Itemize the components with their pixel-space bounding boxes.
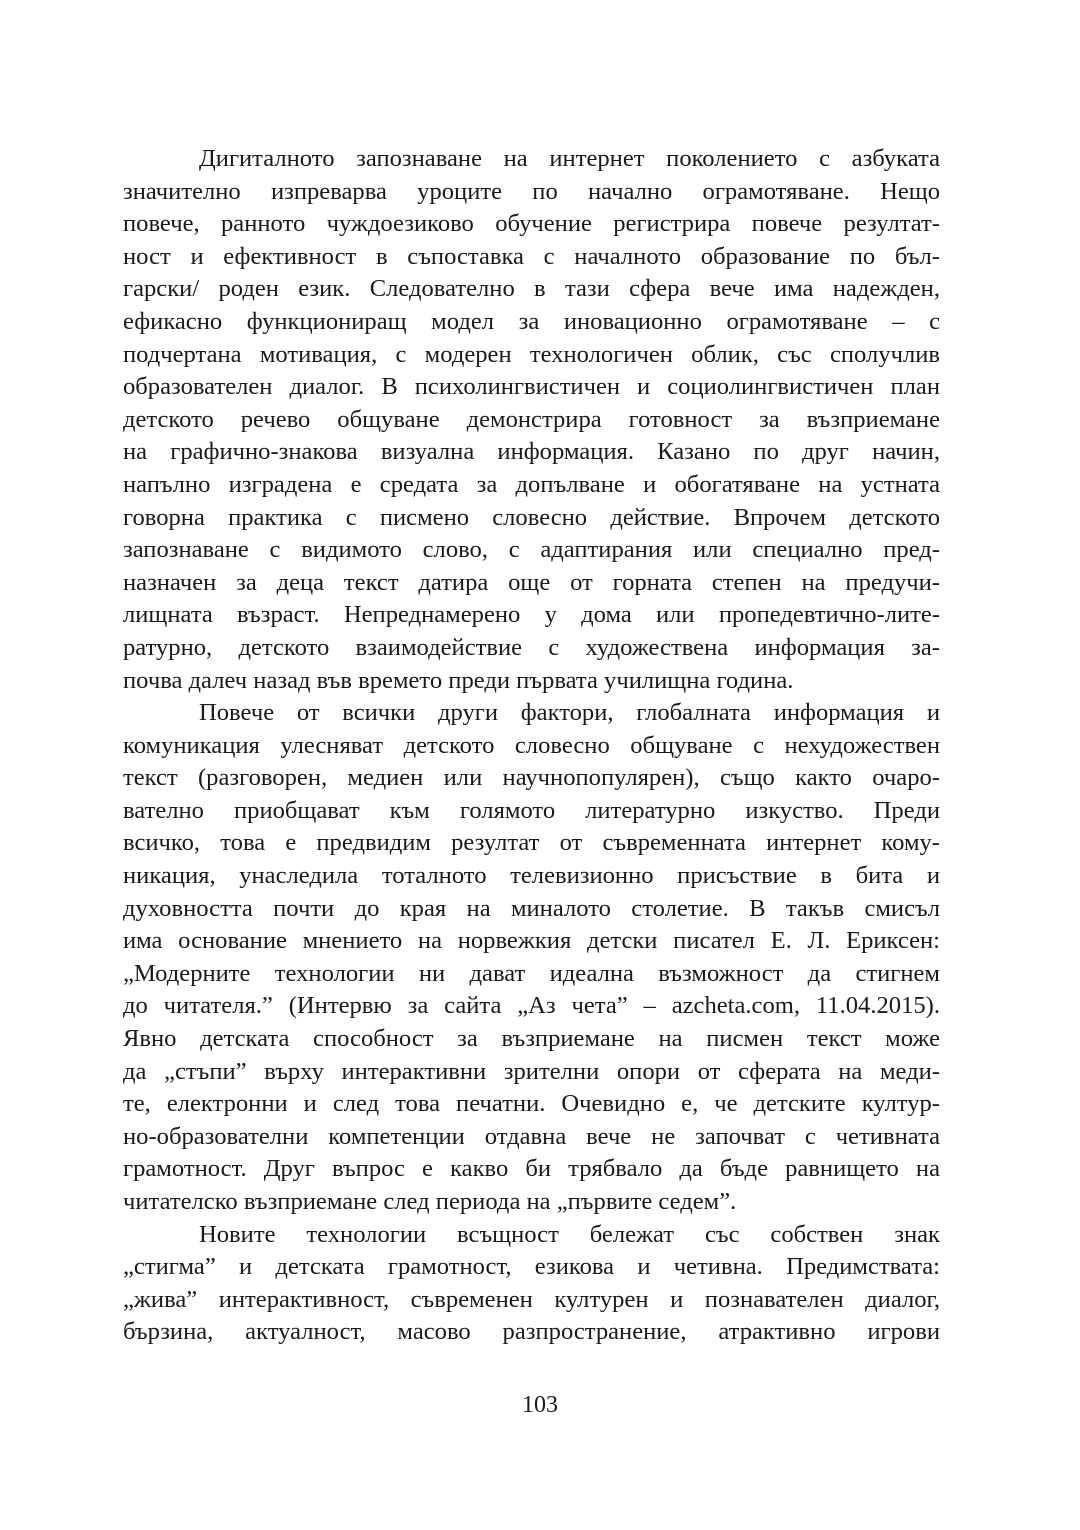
text-line: комуникация улесняват детското словесно общуване с нехудожествен bbox=[123, 731, 940, 759]
text-line: подчертана мотивация, с модерен технологичен облик, със сполучлив bbox=[123, 340, 940, 368]
text-line: ност и ефективност в съпоставка с началното образование по бъл- bbox=[123, 242, 940, 270]
text-line: никация, унаследила тоталното телевизионно присъствие в бита и bbox=[123, 862, 940, 890]
text-line: всичко, това е предвидим резултат от съвременната интернет кому- bbox=[123, 829, 940, 857]
text-line: Явно детската способност за възприемане на писмен текст може bbox=[123, 1025, 940, 1053]
text-line: но-образователни компетенции отдавна вече не започват с четивната bbox=[123, 1122, 940, 1150]
text-line: грамотност. Друг въпрос е какво би трябвало да бъде равнището на bbox=[123, 1155, 940, 1183]
text-line: ефикасно функциониращ модел за иновационно ограмотяване – с bbox=[123, 307, 940, 335]
text-line: „Модерните технологии ни дават идеална възможност да стигнем bbox=[123, 959, 940, 987]
text-line: бързина, актуалност, масово разпространение, атрактивно игрови bbox=[123, 1318, 940, 1346]
text-line: Дигиталното запознаване на интернет поколението с азбуката bbox=[199, 145, 940, 172]
text-line: назначен за деца текст датира още от горната степен на предучи- bbox=[123, 568, 940, 596]
text-line: вателно приобщават към голямото литературно изкуство. Преди bbox=[123, 796, 940, 824]
text-line: детското речево общуване демонстрира готовност за възприемане bbox=[123, 405, 940, 433]
text-line: духовността почти до края на миналото столетие. В такъв смисъл bbox=[123, 894, 940, 922]
text-line: на графично-знакова визуална информация. Казано по друг начин, bbox=[123, 438, 940, 466]
text-line: образователен диалог. В психолингвистичен и социолингвистичен план bbox=[123, 373, 940, 401]
paragraph-2 bbox=[123, 697, 940, 1219]
text-line: Повече от всички други фактори, глобалната информация и bbox=[199, 699, 940, 727]
text-line: ратурно, детското взаимодействие с художествена информация за- bbox=[123, 633, 940, 661]
text-line: запознаване с видимото слово, с адаптирания или специално пред- bbox=[123, 536, 940, 564]
text-line: лищната възраст. Непреднамерено у дома или пропедевтично-лите- bbox=[123, 601, 940, 629]
paragraph-1 bbox=[123, 143, 940, 697]
text-line: текст (разговорен, медиен или научнопопулярен), също както очаро- bbox=[123, 764, 940, 792]
text-line: почва далеч назад във времето преди първата училищна година. bbox=[123, 666, 794, 694]
text-line: гарски/ роден език. Следователно в тази сфера вече има надежден, bbox=[123, 275, 940, 303]
text-line: напълно изградена е средата за допълване и обогатяване на устната bbox=[123, 470, 940, 498]
paragraph-3 bbox=[123, 1219, 940, 1349]
text-line: значително изпреварва уроците по начално ограмотяване. Нещо bbox=[123, 177, 940, 205]
text-line: има основание мнението на норвежкия детски писател Е. Л. Ериксен: bbox=[123, 927, 940, 955]
text-line: повече, ранното чуждоезиково обучение регистрира повече резултат- bbox=[123, 210, 940, 238]
page-body bbox=[123, 143, 940, 1349]
text-line: „стигма” и детската грамотност, езикова и четивна. Предимствата: bbox=[123, 1253, 940, 1281]
text-line: те, електронни и след това печатни. Очевидно е, че детските култур- bbox=[123, 1090, 940, 1118]
text-line: читателско възприемане след периода на „първите седем”. bbox=[123, 1188, 737, 1215]
text-line: „жива” интерактивност, съвременен културен и познавателен диалог, bbox=[123, 1285, 940, 1313]
text-line: говорна практика с писмено словесно действие. Впрочем детското bbox=[123, 503, 940, 531]
text-line: Новите технологии всъщност бележат със собствен знак bbox=[199, 1220, 940, 1248]
text-line: до читателя.” (Интервю за сайта „Аз чета” – azcheta.com, 11.04.2015). bbox=[123, 992, 940, 1020]
text-line: да „стъпи” върху интерактивни зрителни опори от сферата на меди- bbox=[123, 1057, 940, 1085]
page-number: 103 bbox=[522, 1392, 558, 1418]
